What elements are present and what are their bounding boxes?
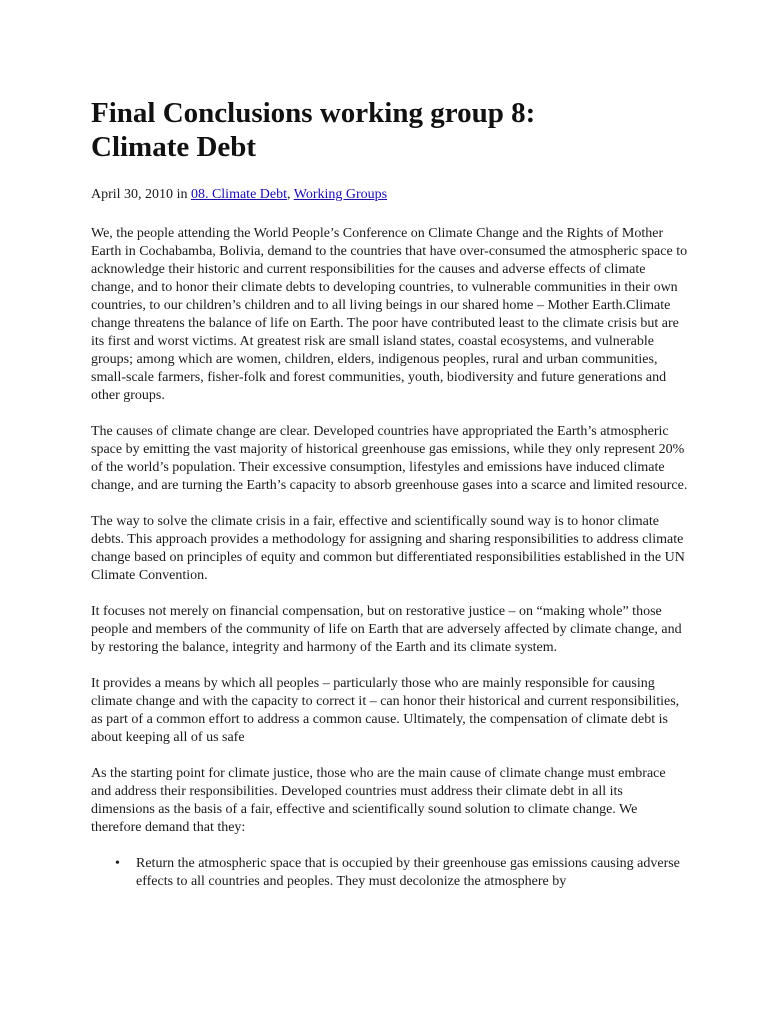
- post-meta: [91, 186, 688, 204]
- category-link-working-groups[interactable]: Working Groups: [293, 187, 388, 202]
- paragraph: The causes of climate change are clear. Developed countries have appropriated the Earth’s atmospheric space by emitting the vast majority of historical greenhouse gas emissions, while they only represent 20% of the world’s population. Their excessive consumption, lifestyles and emissions have induced climate change, and are turning the Earth’s capacity to absorb greenhouse gases into a scarce and limited resource.: [91, 424, 688, 493]
- list-item: [115, 855, 688, 891]
- paragraph: It provides a means by which all peoples – particularly those who are mainly responsible for causing climate change and with the capacity to correct it – can honor their historical and current responsibilities, as part of a common effort to address a common cause. Ultimately, the compensation of climate debt is about keeping all of us safe: [91, 676, 680, 745]
- paragraph: It focuses not merely on financial compensation, but on restorative justice – on “making whole” those people and members of the community of life on Earth that are adversely affected by climate change, and by restoring the balance, integrity and harmony of the Earth and its climate system.: [91, 604, 682, 655]
- title-line-1: Final Conclusions working group 8:: [91, 97, 536, 129]
- paragraph: The way to solve the climate crisis in a fair, effective and scientifically sound way is to honor climate debts. This approach provides a methodology for assigning and sharing responsibilities to address climate change based on principles of equity and common but differentiated responsibilities established in the UN Climate Convention.: [91, 514, 685, 583]
- page-title: [91, 96, 688, 164]
- paragraph: We, the people attending the World People’s Conference on Climate Change and the Rights of Mother Earth in Cochabamba, Bolivia, demand to the countries that have over-consumed the atmospheric space to acknowledge their historic and current responsibilities for the causes and adverse effects of climate change, and to honor their climate debts to developing countries, to vulnerable communities in their own countries, to our children’s children and to all living beings in our shared home – Mother Earth.Climate change threatens the balance of life on Earth. The poor have contributed least to the climate crisis but are its first and worst victims. At greatest risk are small island states, coastal ecosystems, and vulnerable groups; among which are women, children, elders, indigenous peoples, rural and urban communities, small-scale farmers, fisher-folk and forest communities, youth, biodiversity and future generations and other groups.: [91, 226, 688, 403]
- article-body: [91, 225, 688, 891]
- demands-list: [91, 855, 688, 891]
- category-link-climate-debt[interactable]: 08. Climate Debt: [190, 187, 287, 202]
- in-text: in: [173, 187, 191, 202]
- title-line-2: Climate Debt: [91, 131, 257, 163]
- paragraph: As the starting point for climate justice, those who are the main cause of climate change must embrace and address their responsibilities. Developed countries must address their climate debt in all its dimensions as the basis of a fair, effective and scientifically sound solution to climate change. We therefore demand that they:: [91, 766, 666, 835]
- category-separator: ,: [287, 187, 294, 202]
- list-item-text: Return the atmospheric space that is occupied by their greenhouse gas emissions causing adverse effects to all countries and peoples. They must decolonize the atmosphere by: [136, 856, 680, 889]
- post-date: April 30, 2010: [91, 187, 174, 202]
- bullet-icon: •: [115, 856, 120, 871]
